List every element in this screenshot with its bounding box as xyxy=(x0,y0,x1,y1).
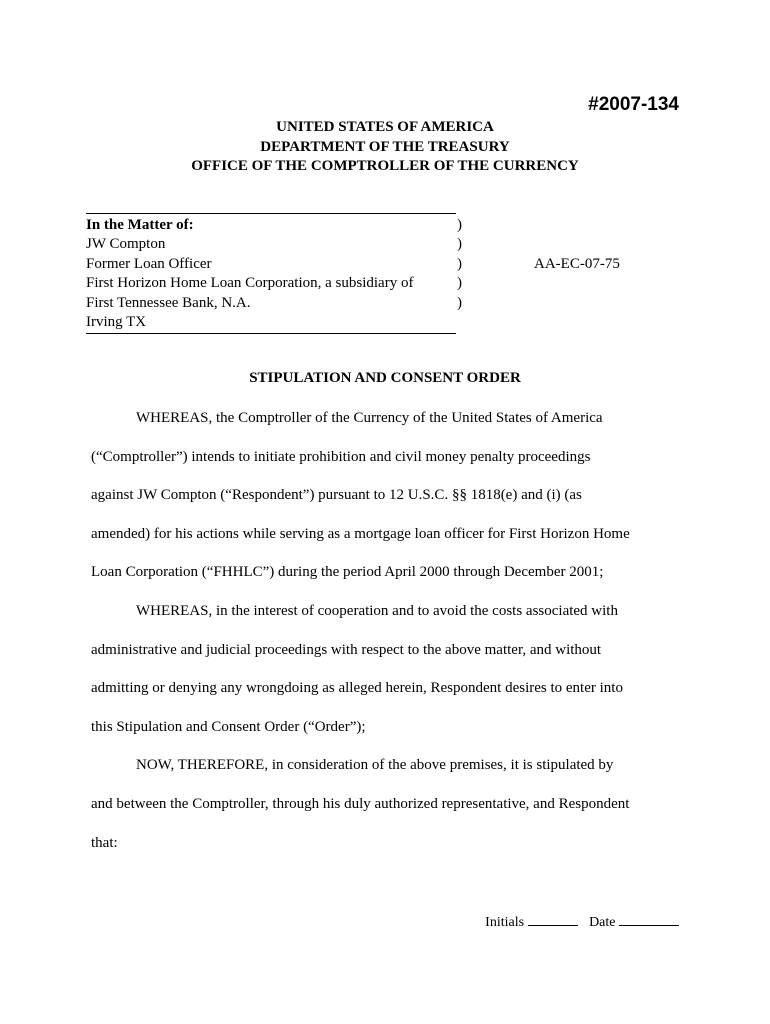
body-line: WHEREAS, in the interest of cooperation and to avoid the costs associated with xyxy=(136,602,618,619)
body-line: administrative and judicial proceedings with respect to the above matter, and without xyxy=(91,641,602,658)
agency-header xyxy=(0,118,770,177)
body-line: Loan Corporation (“FHHLC”) during the period April 2000 through December 2001; xyxy=(91,564,604,581)
agency-line-office: OFFICE OF THE COMPTROLLER OF THE CURRENCY xyxy=(191,158,579,174)
document-title: STIPULATION AND CONSENT ORDER xyxy=(249,370,521,386)
initials-label: Initials xyxy=(485,915,525,930)
body-line: that: xyxy=(91,834,118,851)
initials-blank xyxy=(528,913,578,926)
case-number: AA-EC-07-75 xyxy=(534,256,620,272)
date-label: Date xyxy=(589,915,616,930)
document-body xyxy=(91,407,681,870)
body-line: WHEREAS, the Comptroller of the Currency of the United States of America xyxy=(136,410,603,426)
initials-date-footer xyxy=(485,913,679,931)
caption-line: JW Compton xyxy=(86,236,166,253)
caption-paren: ) xyxy=(457,294,462,311)
caption-line: Former Loan Officer xyxy=(86,255,212,272)
agency-line-department: DEPARTMENT OF THE TREASURY xyxy=(260,138,510,155)
case-caption xyxy=(86,213,456,334)
body-line: admitting or denying any wrongdoing as alleged herein, Respondent desires to enter into xyxy=(91,680,623,697)
caption-paren: ) xyxy=(457,275,462,292)
caption-paren: ) xyxy=(457,236,462,253)
body-line: and between the Comptroller, through his duly authorized representative, and Respondent xyxy=(91,795,630,812)
caption-heading: In the Matter of: xyxy=(86,217,194,233)
body-line: NOW, THEREFORE, in consideration of the above premises, it is stipulated by xyxy=(136,757,614,774)
body-line: (“Comptroller”) intends to initiate prohibition and civil money penalty proceedings xyxy=(91,448,591,465)
document-number: #2007-134 xyxy=(588,94,679,115)
body-line: this Stipulation and Consent Order (“Order”); xyxy=(91,718,366,735)
date-blank xyxy=(619,913,679,926)
caption-line: First Horizon Home Loan Corporation, a subsidiary of xyxy=(86,275,414,292)
caption-parentheses xyxy=(457,216,462,313)
caption-line: Irving TX xyxy=(86,314,147,331)
agency-line-country: UNITED STATES OF AMERICA xyxy=(276,119,494,135)
caption-paren: ) xyxy=(457,255,462,272)
caption-paren: ) xyxy=(457,217,462,233)
caption-line: First Tennessee Bank, N.A. xyxy=(86,294,251,311)
body-line: amended) for his actions while serving as a mortgage loan officer for First Horizon Home xyxy=(91,525,630,542)
body-line: against JW Compton (“Respondent”) pursuant to 12 U.S.C. §§ 1818(e) and (i) (as xyxy=(91,487,582,504)
